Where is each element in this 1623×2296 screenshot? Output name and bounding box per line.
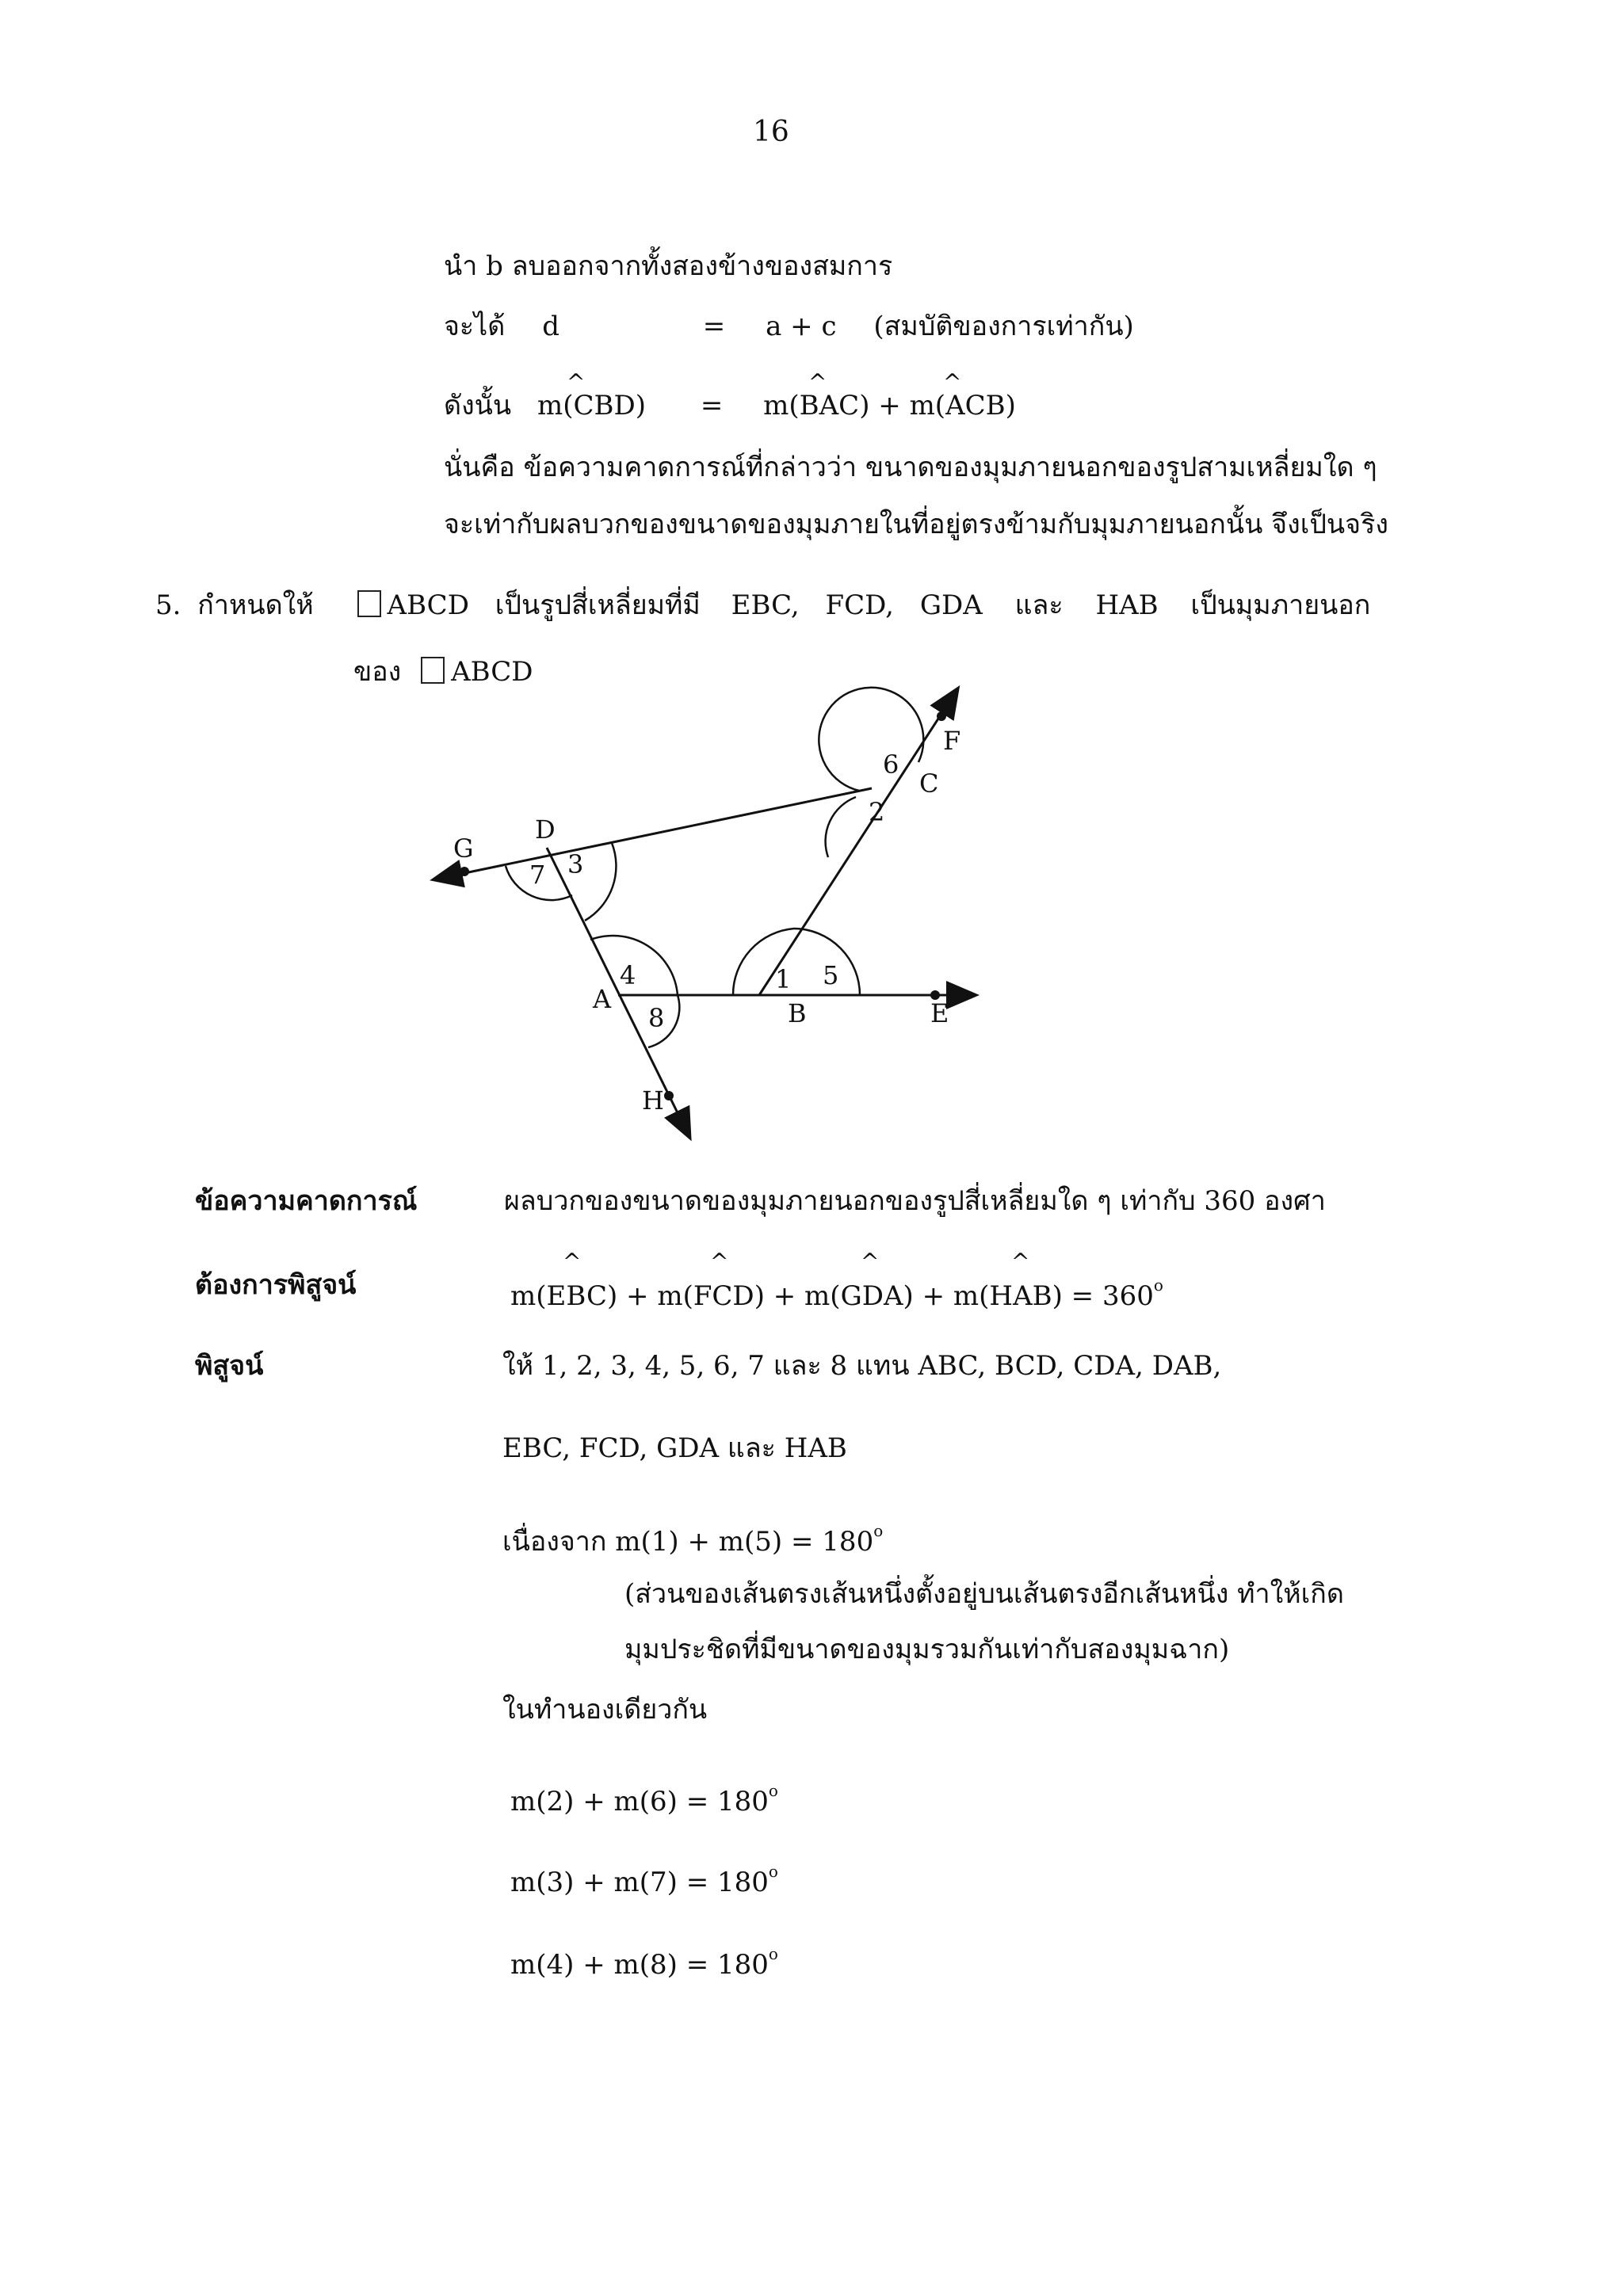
point-label-g: G — [453, 833, 474, 864]
proof-eq-1-text: m(2) + m(6) = 180 — [510, 1786, 769, 1817]
proof-eq-1 — [510, 1773, 778, 1819]
proof-since-text: เนื่องจาก m(1) + m(5) = 180 — [502, 1526, 874, 1558]
conjecture-label: ข้อความคาดการณ์ — [195, 1185, 418, 1217]
to-prove-expression: m(EBC) + m(FCD) + m(GDA) + m(HAB) = 360 — [510, 1280, 1154, 1312]
page-number: 16 — [753, 116, 789, 148]
exterior-angle-text: เป็นมุมภายนอก — [1190, 589, 1371, 621]
angle-arc-2 — [826, 797, 856, 857]
proof-similarly: ในทำนองเดียวกัน — [502, 1694, 708, 1726]
line-bf — [759, 689, 957, 995]
intro-line-4: นั่นคือ ข้อความคาดการณ์ที่กล่าวว่า ขนาดของมุมภายนอกของรูปสามเหลี่ยมใด ๆ — [444, 452, 1377, 483]
angle-label-4: 4 — [620, 960, 636, 990]
angle-arc-6 — [819, 688, 923, 791]
angle-label-2: 2 — [869, 797, 885, 827]
point-label-a: A — [593, 984, 612, 1014]
angle-hab: HAB — [1095, 589, 1159, 621]
degree-symbol: o — [1153, 1276, 1163, 1295]
degree-symbol: o — [768, 1862, 778, 1881]
angle-label-6: 6 — [883, 749, 899, 780]
proof-eq-2 — [510, 1854, 778, 1900]
intro-line-5: จะเท่ากับผลบวกของขนาดของมุมภายในที่อยู่ตรงข้ามกับมุมภายนอกนั้น จึงเป็นจริง — [444, 509, 1388, 540]
angle-label-8: 8 — [648, 1003, 665, 1033]
conjecture-text: ผลบวกของขนาดของมุมภายนอกของรูปสี่เหลี่ยมใด ๆ เท่ากับ 360 องศา — [504, 1185, 1326, 1217]
degree-symbol: o — [768, 1944, 778, 1963]
angle-gda: GDA — [919, 589, 983, 621]
angle-arc-3 — [585, 843, 616, 921]
intro-line-2-reason: (สมบัติของการเท่ากัน) — [873, 311, 1134, 342]
problem-text-1: เป็นรูปสี่เหลี่ยมที่มี — [495, 589, 701, 621]
problem-5-line-1 — [155, 588, 1370, 623]
hat-icon: ^ — [1011, 1249, 1030, 1275]
intro-line-3-rhs: m(BAC) + m(ACB) — [763, 390, 1016, 421]
proof-line-1: ให้ 1, 2, 3, 4, 5, 6, 7 และ 8 แทน ABC, BCD, CDA, DAB, — [502, 1350, 1222, 1382]
intro-line-2-var: d — [542, 311, 559, 342]
hat-icon: ^ — [563, 1249, 582, 1275]
hat-icon: ^ — [567, 369, 586, 395]
intro-line-3-eq: = — [700, 390, 724, 421]
angle-ebc: EBC, — [731, 589, 800, 621]
angle-label-7: 7 — [529, 860, 546, 890]
intro-line-2 — [444, 309, 1134, 344]
word-and: และ — [1014, 589, 1064, 621]
intro-line-1: นำ b ลบออกจากทั้งสองข้างของสมการ — [444, 250, 893, 282]
proof-eq-3 — [510, 1936, 778, 1982]
hat-icon: ^ — [710, 1249, 729, 1275]
problem-line-2-quad: ABCD — [451, 656, 533, 688]
point-h-dot — [664, 1091, 674, 1100]
point-f-dot — [937, 711, 946, 721]
problem-line-2-lead: ของ — [353, 656, 402, 688]
hat-icon: ^ — [861, 1249, 880, 1275]
point-label-c: C — [919, 769, 939, 799]
intro-line-3-lhs: m(CBD) — [537, 390, 647, 421]
proof-reason-1: (ส่วนของเส้นตรงเส้นหนึ่งตั้งอยู่บนเส้นตรงอีกเส้นหนึ่ง ทำให้เกิด — [624, 1578, 1344, 1610]
proof-since — [502, 1513, 883, 1559]
problem-number: 5. — [155, 589, 181, 621]
point-label-f: F — [943, 726, 961, 756]
intro-line-3-lead: ดังนั้น — [444, 390, 512, 421]
line-gc — [434, 788, 872, 879]
hat-icon: ^ — [943, 369, 962, 395]
proof-eq-3-text: m(4) + m(8) = 180 — [510, 1949, 769, 1981]
point-label-b: B — [788, 998, 807, 1028]
intro-line-2-expr: a + c — [766, 311, 837, 342]
quadrilateral-figure — [412, 673, 1014, 1149]
degree-symbol: o — [768, 1781, 778, 1800]
proof-line-2: EBC, FCD, GDA และ HAB — [502, 1432, 847, 1464]
point-label-d: D — [535, 814, 556, 845]
degree-symbol: o — [873, 1521, 884, 1540]
point-label-e: E — [930, 998, 949, 1028]
problem-quad: ABCD — [387, 589, 469, 621]
to-prove-expr — [510, 1268, 1163, 1314]
proof-eq-2-text: m(3) + m(7) = 180 — [510, 1867, 769, 1898]
square-symbol-icon — [357, 590, 381, 617]
intro-line-2-lead: จะได้ — [444, 311, 506, 342]
proof-reason-2: มุมประชิดที่มีขนาดของมุมรวมกันเท่ากับสองมุมฉาก) — [624, 1634, 1230, 1665]
angle-fcd: FCD, — [825, 589, 894, 621]
point-g-dot — [460, 867, 469, 876]
hat-icon: ^ — [808, 369, 827, 395]
intro-line-3 — [444, 388, 1016, 423]
to-prove-label: ต้องการพิสูจน์ — [195, 1269, 357, 1301]
angle-label-3: 3 — [567, 849, 584, 879]
angle-label-5: 5 — [823, 960, 839, 990]
proof-label: พิสูจน์ — [195, 1350, 264, 1382]
point-label-h: H — [642, 1085, 664, 1116]
angle-label-1: 1 — [775, 964, 792, 994]
problem-lead: กำหนดให้ — [197, 589, 314, 621]
intro-line-2-eq: = — [702, 311, 726, 342]
